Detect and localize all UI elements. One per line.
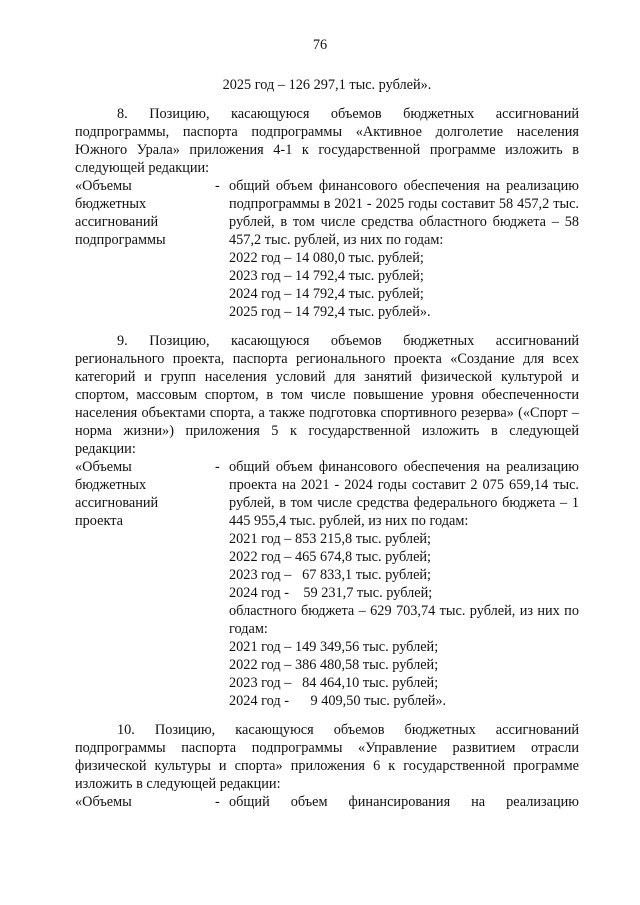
page-number: 76 — [312, 37, 328, 53]
document-body — [75, 76, 579, 811]
section-10-dash: - — [215, 794, 220, 810]
section-9-body — [229, 458, 579, 710]
section-8-label-line: подпрограммы — [75, 232, 166, 248]
section-9-regional-year: 2021 год – 149 349,56 тыс. рублей; — [229, 639, 439, 655]
section-9-label-line: бюджетных — [75, 477, 147, 493]
section-8-year: 2024 год – 14 792,4 тыс. рублей; — [229, 286, 424, 302]
section-9-federal-year: 2021 год – 853 215,8 тыс. рублей; — [229, 531, 432, 547]
section-9-federal-year: 2023 год – 67 833,1 тыс. рублей; — [229, 567, 432, 583]
section-8-label-line: ассигнований — [75, 214, 159, 230]
section-9-regional-year: 2023 год – 84 464,10 тыс. рублей; — [229, 675, 439, 691]
section-9-dash: - — [215, 459, 220, 475]
section-9-regional-year: 2024 год - 9 409,50 тыс. рублей». — [229, 693, 447, 709]
section-9-federal-year: 2024 год - 59 231,7 тыс. рублей; — [229, 585, 433, 601]
section-9-table — [75, 458, 579, 710]
section-10-table — [75, 793, 579, 811]
section-9-federal-year: 2022 год – 465 674,8 тыс. рублей; — [229, 549, 432, 565]
top-line: 2025 год – 126 297,1 тыс. рублей». — [222, 77, 432, 93]
section-9-label-line: проекта — [75, 513, 123, 529]
section-9-label-line: «Объемы — [75, 459, 132, 475]
section-10-body: общий объем финансирования на реализацию — [229, 794, 579, 810]
section-10-paragraph: 10. Позицию, касающуюся объемов бюджетных ассигнований подпрограммы паспорта подпрограммы «Управление развитием отрасли физической культуры и спорта» приложения 6 к государственной программе изложить в следующей редакции: — [75, 722, 579, 792]
section-8-paragraph: 8. Позицию, касающуюся объемов бюджетных ассигнований подпрограммы, паспорта подпрограммы «Активное долголетие населения Южного Урала» приложения 4-1 к государственной программе изложить в следующей редакции: — [75, 106, 579, 176]
section-8-label-line: «Объемы — [75, 178, 132, 194]
section-8-body — [229, 177, 579, 321]
section-9-paragraph: 9. Позицию, касающуюся объемов бюджетных ассигнований регионального проекта, паспорта регионального проекта «Создание для всех категорий и групп населения условий для занятий физической культурой и спортом, массовым спортом, в том числе повышение уровня обеспеченности населения объектами спорта, а также подготовка спортивного резерва» («Спорт – норма жизни») приложения 5 к государственной изложить в следующей редакции: — [75, 333, 579, 457]
section-8-year: 2022 год – 14 080,0 тыс. рублей; — [229, 250, 424, 266]
section-8-label — [75, 177, 215, 321]
section-9-regional-year: 2022 год – 386 480,58 тыс. рублей; — [229, 657, 439, 673]
section-9-regional-text: областного бюджета – 629 703,74 тыс. рублей, из них по годам: — [229, 603, 579, 637]
section-9-label — [75, 458, 215, 710]
section-9-label-line: ассигнований — [75, 495, 159, 511]
section-8-label-line: бюджетных — [75, 196, 147, 212]
section-8-table — [75, 177, 579, 321]
section-8-body-text: общий объем финансового обеспечения на реализацию подпрограммы в 2021 - 2025 годы составит 58 457,2 тыс. рублей, в том числе средства областного бюджета – 58 457,2 тыс. рублей, из них по годам: — [229, 178, 579, 248]
section-8-year: 2025 год – 14 792,4 тыс. рублей». — [229, 304, 431, 320]
section-8-dash: - — [215, 178, 220, 194]
section-10-label: «Объемы — [75, 794, 132, 810]
section-8-year: 2023 год – 14 792,4 тыс. рублей; — [229, 268, 424, 284]
section-9-body-text: общий объем финансового обеспечения на реализацию проекта на 2021 - 2024 годы составит 2 075 659,14 тыс. рублей, в том числе средства федерального бюджета – 1 445 955,4 тыс. рублей, из них по годам: — [229, 459, 579, 529]
